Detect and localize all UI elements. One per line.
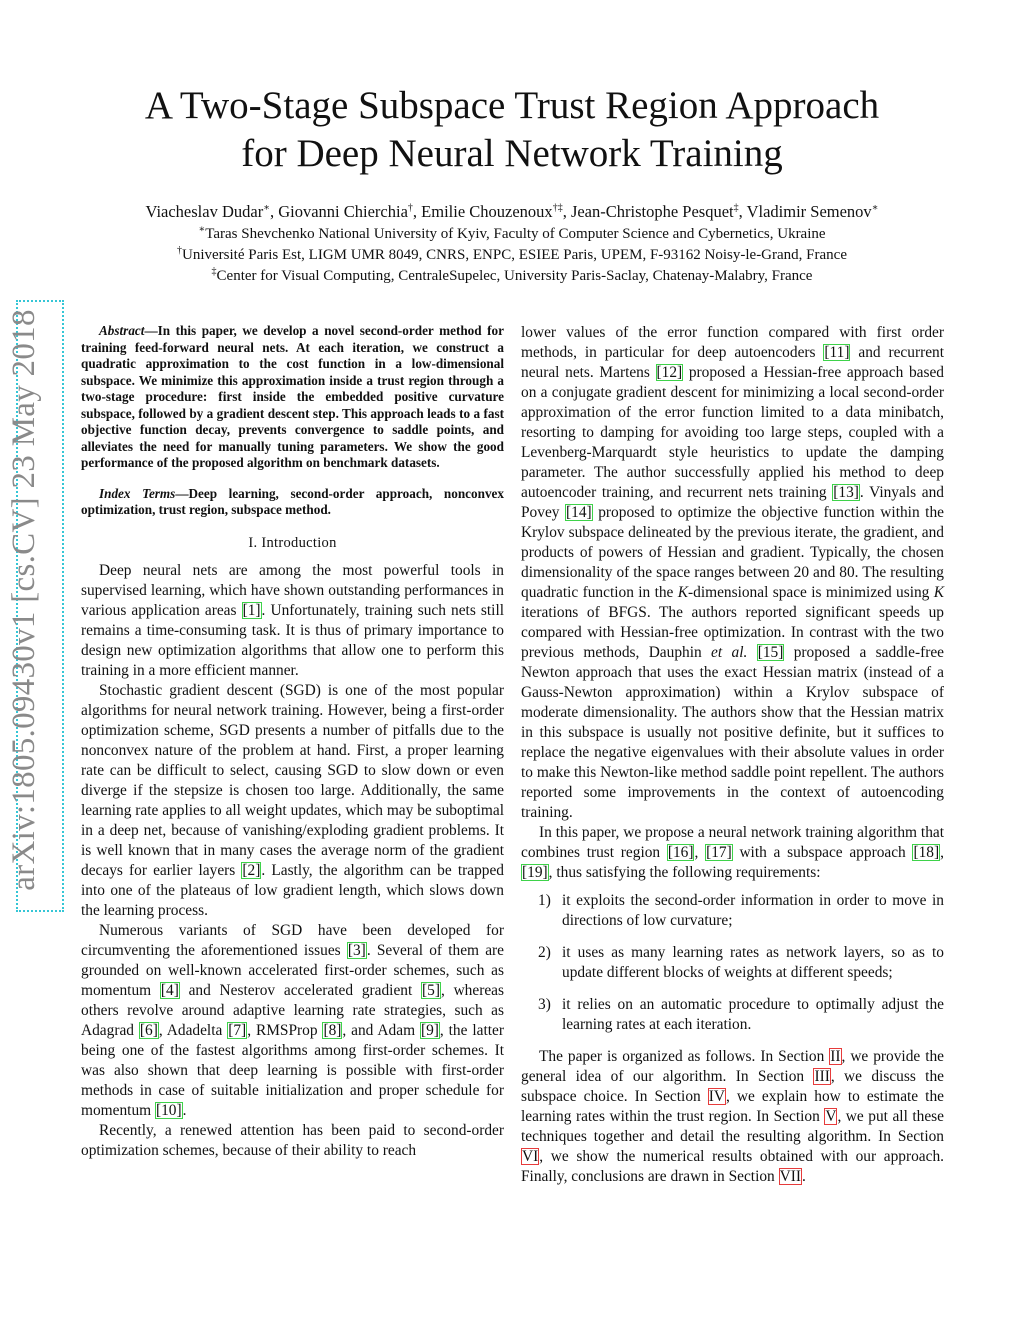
affiliation-mark: ∗ [198,224,206,235]
author-name: Vladimir Semenov [746,202,872,221]
citation-link[interactable]: [6] [139,1021,158,1039]
affiliation [0,245,1024,266]
section-link[interactable]: V [825,1108,837,1125]
citation-link[interactable]: [8] [323,1021,342,1039]
paragraph: Stochastic gradient descent (SGD) is one of the most popular algorithms for neural network training. However, being a first-order optimization scheme, SGD presents a number of pitfalls due to the nonconvex nature of the problem at hand. First, a proper learning rate can be difficult to select, causing SGD to slow down or even diverge if the stepsize is chosen too large. Additionally, the same learning rate applies to all weight updates, which may be suboptimal in a deep net, because of vanishing/exploding gradient problems. It is well known that in many cases the average norm of the gradient decays for earlier layers [2]. Lastly, the algorithm can be trapped into one of the plateaus of low gradient length, which slows down the learning process. [81,681,504,919]
list-item: 2) it uses as many learning rates as network layers, so as to update different blocks of weights at different speeds; [538,944,944,981]
affiliation [0,266,1024,287]
section-link[interactable]: II [830,1048,841,1065]
section-heading-introduction: I. Introduction [248,534,337,551]
paragraph: In this paper, we propose a neural network training algorithm that combines trust region [16], [17] with a subspace approach [18], [19], thus satisfying the following requirements: [521,824,944,881]
requirements-list [521,891,944,1035]
author-mark: ‡ [733,202,739,214]
citation-link[interactable]: [13] [833,484,859,501]
citation-link[interactable]: [9] [420,1021,439,1039]
citation-link[interactable]: [18] [913,844,940,861]
citation-link[interactable]: [1] [242,601,261,619]
section-link[interactable]: IV [708,1088,726,1105]
author-mark: ∗ [263,202,270,214]
title-line-1: A Two-Stage Subspace Trust Region Approach [144,84,880,127]
affiliation-text: Université Paris Est, LIGM UMR 8049, CNRS, ENPC, ESIEE Paris, UPEM, F-93162 Noisy-le-Grand, France [182,247,847,263]
section-link[interactable]: VI [522,1148,539,1165]
author-name: Giovanni Chierchia [278,202,408,221]
citation-link[interactable]: [5] [422,981,440,999]
author-mark: ∗ [871,202,879,214]
abstract-text: —In this paper, we develop a novel second-order method for training feed-forward neural nets. At each iteration, we construct a quadratic approximation to the cost function in a low-dimensional subspace. We minimize this approximation inside a trust region through a two-stage procedure: first inside the embedded positive curvature subspace, followed by a gradient descent step. This approach leads to a fast objective function decay, prevents convergence to saddle points, and alleviates the need for manually tuning parameters. We show the good performance of the proposed algorithm on benchmark datasets. [81,323,504,470]
paragraph: Deep neural nets are among the most powerful tools in supervised learning, which have shown outstanding performances in various application areas [1]. Unfortunately, training such nets still remains a time-consuming task. It is thus of primary importance to design new optimization algorithms that allow one to perform this training in a more efficient manner. [81,561,504,679]
affiliation-text: Center for Visual Computing, CentraleSupelec, University Paris-Saclay, Chatenay-Malabry, France [216,268,813,284]
abstract-label: Abstract [99,323,145,338]
index-terms-text: —Deep learning, second-order approach, nonconvex optimization, trust region, subspace method. [81,485,504,517]
arxiv-identifier: arXiv:1805.09430v1 [cs.CV] 23 May 2018 [6,309,42,891]
left-column [81,323,504,1161]
affiliation [0,224,1024,245]
author-name: Viacheslav Dudar [145,202,264,221]
index-terms-label: Index Terms [99,485,176,501]
paragraph: Numerous variants of SGD have been developed for circumventing the aforementioned issues [3]. Several of them are grounded on well-known accelerated first-order schemes, such as momentum [4] and Nesterov accelerated gradient [5], whereas others revolve around adaptive learning rate strategies, such as Adagrad [6], Adadelta [7], RMSProp [8], and Adam [9], the latter being one of the fastest algorithms among first-order schemes. It was also shown that deep learning is possible with first-order methods in case of suitable initialization and proper schedule for momentum [10]. [81,921,504,1119]
abstract [81,323,504,472]
citation-link[interactable]: [15] [757,644,784,661]
citation-link[interactable]: [10] [155,1101,182,1119]
list-item: 1) it exploits the second-order information in order to move in directions of low curvature; [538,892,944,929]
author-name: Jean-Christophe Pesquet [570,202,734,221]
paragraph: The paper is organized as follows. In Section II, we provide the general idea of our algorithm. In Section III, we discuss the subspace choice. In Section IV, we explain how to estimate the learning rates within the trust region. In Section V, we put all these techniques together and detail the resulting algorithm. In Section VI, we show the numerical results obtained with our approach. Finally, conclusions are drawn in Section VII. [521,1048,944,1185]
paragraph: Recently, a renewed attention has been paid to second-order optimization schemes, because of their ability to reach [81,1121,504,1159]
affiliation-list [0,224,1024,287]
author-mark: † [407,202,413,214]
affiliation-mark: † [177,245,183,256]
index-terms [81,486,504,519]
citation-link[interactable]: [4] [160,981,179,999]
citation-link[interactable]: [2] [242,861,261,879]
citation-link[interactable]: [7] [228,1021,247,1039]
author-mark: †‡ [552,202,563,214]
list-item: 3) it relies on an automatic procedure to optimally adjust the learning rates at each iteration. [538,996,944,1033]
title-line-2: for Deep Neural Network Training [241,132,783,175]
citation-link[interactable]: [3] [347,941,366,959]
citation-link[interactable]: [16] [667,844,694,861]
author-list: Viacheslav Dudar∗, Giovanni Chierchia†, Emilie Chouzenoux†‡, Jean-Christophe Pesquet‡, Vladimir Semenov∗ [145,202,879,221]
affiliation-text: Taras Shevchenko National University of Kyiv, Faculty of Computer Science and Cybernetics, Ukraine [205,226,826,242]
section-link[interactable]: III [814,1068,830,1085]
author-name: Emilie Chouzenoux [421,202,553,221]
citation-link[interactable]: [12] [656,364,683,381]
paper-title [0,82,1024,178]
citation-link[interactable]: [17] [706,844,732,861]
section-link[interactable]: VII [779,1168,801,1185]
citation-link[interactable]: [19] [522,864,548,881]
right-column [521,323,944,1187]
affiliation-mark: ‡ [211,266,217,277]
citation-link[interactable]: [14] [566,504,592,521]
citation-link[interactable]: [11] [824,344,850,361]
paragraph: lower values of the error function compared with first order methods, in particular for deep autoencoders [11] and recurrent neural nets. Martens [12] proposed a Hessian-free approach based on a conjugate gradient descent for minimizing a local second-order approximation of the error function limited to a data minibatch, resorting to damping for avoiding too large steps, coupled with a Levenberg-Marquardt style heuristics to update the damping parameter. The author successfully applied his method to deep autoencoder training, and recurrent nets training [13]. Vinyals and Povey [14] proposed to optimize the objective function within the Krylov subspace delineated by the previous iterate, the gradient, and products of powers of Hessian and gradient. Typically, the chosen dimensionality of the space ranges between 20 and 80. The resulting quadratic function in the K-dimensional space is minimized using K iterations of BFGS. The authors reported significant speeds up compared with Hessian-free optimization. In contrast with the two previous methods, Dauphin et al. [15] proposed a saddle-free Newton approach that uses the exact Hessian matrix (instead of a Gauss-Newton approximation) within a Krylov subspace of moderate dimensionality. The authors show that the Hessian matrix in this subspace is usually not positive definite, but it suffices to replace the negative eigenvalues with their absolute values in order to make this Newton-like method saddle point repellent. The authors reported some improvements in the context of autoencoding training. [521,324,944,821]
